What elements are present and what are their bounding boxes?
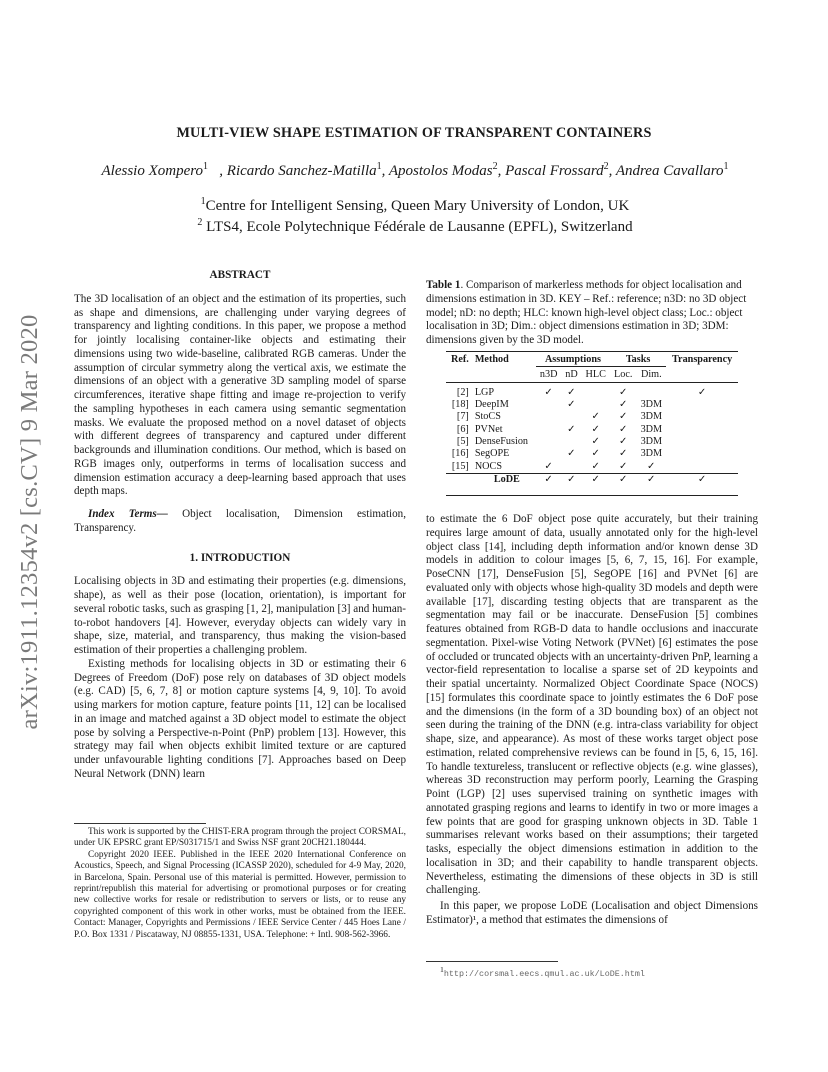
table-cell-ref: [5] <box>456 435 469 447</box>
table-cell <box>536 448 562 460</box>
table-cell-ref: [2] <box>456 386 469 398</box>
table-cell <box>536 424 562 436</box>
intro-paragraph-2: Existing methods for localising objects in 3D or estimating their 6 Degrees of Freedom (DoF) pose rely on databases of 3D object models (e.g. CAD) [5, 6, 7, 8] or motion capture systems [4, 9, 10]. To avoid using markers for motion capture, feature points [11, 12] can be localised in an image and matched against a 3D object model to estimate the object pose by solving a Perspective-n-Point (PnP) problem [13]. However, this strategy may fail when objects exhibit limited texture or are captured under unfavourable lighting conditions [7]. Approaches based on Deep Neural Network (DNN) learn <box>74 657 406 780</box>
table-cell-ref: [18] <box>451 399 469 411</box>
arxiv-stamp: arXiv:1911.12354v2 [cs.CV] 9 Mar 2020 <box>16 314 43 730</box>
table-cell <box>666 411 738 423</box>
index-terms-label: Index Terms— <box>88 508 168 520</box>
table-cell <box>666 448 738 460</box>
col-header-method: Method <box>474 354 509 366</box>
table-cell <box>561 461 581 474</box>
intro-paragraph-1: Localising objects in 3D and estimating their properties (e.g. dimensions, shape), as well as their pose (location, orientation), is important for several robotic tasks, such as grasping [1, 2], manipulation [3] and human-to-robot handovers [4]. However, everyday objects can widely vary in shape, size, material, and transparency, thus making the vision-based estimation of their properties a challenging problem. <box>74 575 406 656</box>
author-name: Pascal Frossard <box>505 163 604 179</box>
table-cell: ✓ <box>697 386 707 398</box>
table-row <box>446 387 738 399</box>
table-cell-method: PVNet <box>474 423 503 435</box>
table-cell: ✓ <box>591 423 600 435</box>
affiliation-line <box>60 196 770 215</box>
index-terms-text: Object localisation, Dimension estimation, Transparency. <box>74 508 409 534</box>
table-cell: 3DM <box>640 448 663 460</box>
table-cell: ✓ <box>591 411 600 423</box>
table-cell: ✓ <box>618 399 628 411</box>
table-group-header-row <box>446 354 738 367</box>
table-cell: ✓ <box>544 460 553 472</box>
left-footnotes <box>74 827 406 941</box>
table-cell: 3DM <box>640 411 663 423</box>
funding-footnote: This work is supported by the CHIST-ERA program through the project CORSMAL, under UK EPSRC grant EP/S031715/1 and Swiss NSF grant 20CH21.180444. <box>74 827 406 849</box>
col-header-transparency: Transparency <box>672 354 733 366</box>
table-cell: ✓ <box>536 473 562 487</box>
right-column-body <box>426 513 758 928</box>
table-cell: ✓ <box>591 448 600 460</box>
table-caption-label: Table 1 <box>426 279 461 291</box>
col-header-ref: Ref. <box>450 354 469 366</box>
table-row <box>446 461 738 474</box>
table-cell: ✓ <box>618 386 628 398</box>
paper-title: MULTI-VIEW SHAPE ESTIMATION OF TRANSPARENT CONTAINERS <box>176 125 652 141</box>
table-cell: ✓ <box>618 423 628 435</box>
table-cell: ✓ <box>567 399 576 411</box>
table-cell-method: DenseFusion <box>474 435 529 447</box>
affiliation-line <box>60 217 770 236</box>
table-top-rule <box>446 351 738 352</box>
table-caption <box>426 279 758 348</box>
table-cell-method: NOCS <box>474 460 502 472</box>
author-list <box>60 161 770 180</box>
author-affiliation-mark: 2 <box>492 161 498 172</box>
table-row <box>446 448 738 460</box>
table-cell-method: LoDE <box>472 473 536 487</box>
table-subheader-row <box>446 367 738 383</box>
author-affiliation-mark: 1 <box>723 161 729 172</box>
table-cell-ref: [16] <box>451 448 469 460</box>
table-cell <box>666 424 738 436</box>
table-cell: 3DM <box>640 435 663 447</box>
subheader-dim: Dim. <box>636 367 666 383</box>
table-row <box>446 436 738 448</box>
right-body-paragraph-2: In this paper, we propose LoDE (Localisation and object Dimensions Estimator)¹, a method that estimates the dimensions of <box>426 900 758 926</box>
author-affiliation-mark: 1 <box>376 161 382 172</box>
right-body-paragraph: to estimate the 6 DoF object pose quite accurately, but their training requires large amount of data, usually annotated only for the high-level object class [14], including depth information and/or known dense 3D models in addition to colour images [5, 6, 7, 15, 16]. For example, PoseCNN [17], DenseFusion [5], SegOPE [16] and PVNet [6] are evaluated only with objects whose high-quality 3D models and depth were available [17], discarding testing objects that are transparent as the segmentation may fail or be inaccurate. DenseFusion [5] combines features obtained from RGB-D data to handle occlusions and inaccurate segmentation. Pixel-wise Voting Network (PVNet) [6] estimates the pose of occluded or truncated objects with an uncertainty-driven PnP, learning a vector-field representation to localise a sparse set of 2D keypoints and their spatial uncertainty. Normalized Object Coordinate Space (NOCS) [15] formulates this coordinate space to jointly estimates the 6 DoF pose and the dimensions (in the form of a 3D bounding box) of an object not seen during the training of the DNN (e.g. intra-class variability for object shape, size, and appearance). As most of these works target object pose estimation, related comprehensive reviews can be found in [5, 6, 15, 16]. To handle textureless, translucent or reflective objects (e.g. wine glasses), whereas 3D reconstruction may perform poorly, Learning the Grasping Point (LGP) [2] uses supervised training on synthetic images with annotated grasping regions and learns to identify in two or more images a few points that are good for grasping unknown objects in 3D. Table 1 summarises relevant works based on their assumptions; their targeted tasks, especially the object dimensions estimation in addition to the localisation in 3D; and their capability to handle transparent objects. Nevertheless, estimating the dimensions of these objects in 3D is still challenging. <box>426 513 758 897</box>
affiliation-mark: 2 <box>197 217 203 228</box>
table-row <box>446 411 738 423</box>
table-cell: ✓ <box>618 460 628 472</box>
table-cell <box>581 387 610 399</box>
left-column <box>74 269 409 782</box>
subheader-loc: Loc. <box>610 367 636 383</box>
intro-heading: 1. INTRODUCTION <box>189 551 291 564</box>
subheader-hlc: HLC <box>581 367 610 383</box>
table-cell-method: SegOPE <box>474 448 510 460</box>
comparison-table <box>446 354 738 487</box>
table-cell: ✓ <box>544 386 553 398</box>
table-cell <box>636 387 666 399</box>
table-cell-method: LGP <box>474 386 495 398</box>
table-cell: ✓ <box>618 411 628 423</box>
author-affiliation-mark: 2 <box>603 161 609 172</box>
affiliation-text: Centre for Intelligent Sensing, Queen Mary University of London, UK <box>205 198 630 214</box>
table-cell: ✓ <box>666 473 738 487</box>
author-name: Andrea Cavallaro <box>615 163 724 179</box>
index-terms <box>74 508 409 536</box>
table-bottom-rule <box>446 495 738 496</box>
table-cell <box>536 411 562 423</box>
table-cell: ✓ <box>610 473 636 487</box>
author-name: Apostolos Modas <box>388 163 493 179</box>
table-cell <box>581 399 610 411</box>
subheader-n3d: n3D <box>536 367 562 383</box>
table-row <box>446 399 738 411</box>
table-cell: ✓ <box>618 435 628 447</box>
affiliation-mark: 1 <box>200 196 206 207</box>
table-cell: ✓ <box>567 448 576 460</box>
table-caption-text: . Comparison of markerless methods for object localisation and dimensions estimation in 3D. KEY – Ref.: reference; n3D: no 3D object model; nD: no depth; HLC: known high-level object class; Loc.: object localisation in 3D; Dim.: object dimensions estimation in 3D; 3DM: dimensions given by the 3D model. <box>426 279 747 346</box>
author-name: Alessio Xompero <box>101 163 204 179</box>
table-cell-method: DeepIM <box>474 399 509 411</box>
table-cell-ref: [7] <box>456 411 469 423</box>
abstract-heading: ABSTRACT <box>209 269 271 281</box>
table-cell-ref: [6] <box>456 423 469 435</box>
table-cell: ✓ <box>591 460 600 472</box>
footnote-rule <box>74 823 206 824</box>
copyright-footnote: Copyright 2020 IEEE. Published in the IEEE 2020 International Conference on Acoustics, Speech, and Signal Processing (ICASSP 2020), scheduled for 4-9 May, 2020, in Barcelona, Spain. Personal use of this material is permitted. However, permission to reprint/republish this material for advertising or promotional purposes or for creating new collective works for resale or redistribution to servers or lists, or to reuse any copyrighted component of this work in other works, must be obtained from the IEEE. Contact: Manager, Copyrights and Permissions / IEEE Service Center / 445 Hoes Lane / P.O. Box 1331 / Piscataway, NJ 08855-1331, USA. Telephone: + Intl. 908-562-3966. <box>74 849 406 940</box>
table-cell <box>666 461 738 474</box>
author-separator: , <box>608 163 616 179</box>
table-row <box>446 424 738 436</box>
subheader-nd: nD <box>561 367 581 383</box>
table-cell <box>536 399 562 411</box>
table-cell: 3DM <box>640 399 663 411</box>
table-cell <box>561 411 581 423</box>
col-header-assumptions: Assumptions <box>544 354 601 365</box>
table-cell <box>666 399 738 411</box>
table-cell: 3DM <box>640 423 663 435</box>
table-cell: ✓ <box>581 473 610 487</box>
table-cell <box>666 436 738 448</box>
table-cell: ✓ <box>591 435 600 447</box>
table-cell: ✓ <box>561 473 581 487</box>
table-cell: ✓ <box>636 473 666 487</box>
affiliation-text: LTS4, Ecole Polytechnique Fédérale de Lausanne (EPFL), Switzerland <box>202 219 633 235</box>
author-separator: , <box>381 163 389 179</box>
table-cell <box>536 436 562 448</box>
table-cell-method: StoCS <box>474 411 501 423</box>
author-name: Ricardo Sanchez-Matilla <box>226 163 377 179</box>
table-cell: ✓ <box>567 423 576 435</box>
author-separator: , <box>208 163 227 179</box>
footnote-rule <box>426 961 558 962</box>
table-cell <box>561 436 581 448</box>
author-separator: , <box>497 163 506 179</box>
table-cell: ✓ <box>618 448 628 460</box>
footnote-mark: 1 <box>440 965 444 974</box>
footnote-url: http://corsmal.eecs.qmul.ac.uk/LoDE.html <box>443 969 645 980</box>
col-header-tasks: Tasks <box>625 354 651 365</box>
url-footnote <box>440 965 645 979</box>
author-affiliation-mark: 1 <box>203 161 209 172</box>
table-cell: ✓ <box>567 386 576 398</box>
table-cell-ref: [15] <box>451 460 469 472</box>
table-final-row <box>446 473 738 487</box>
abstract-text: The 3D localisation of an object and the estimation of its properties, such as shape and dimensions, are challenging under varying degrees of transparency and lighting conditions. In this paper, we propose a method for jointly localising container-like objects and estimating their dimensions using two wide-baseline, calibrated RGB cameras. Under the assumption of circular symmetry along the vertical axis, we estimate the dimensions of an object with a generative 3D sampling model of sparse circumferences, iterative shape fitting and image re-projection to verify the sampling hypotheses in each camera using semantic segmentation masks. We evaluate the proposed method on a novel dataset of objects with different degrees of transparency and captured under different backgrounds and illumination conditions. Our method, which is based on RGB images only, outperforms in terms of localisation success and dimension estimation accuracy a deep-learning based approach that uses depth maps. <box>74 292 406 498</box>
table-cell: ✓ <box>647 460 656 472</box>
